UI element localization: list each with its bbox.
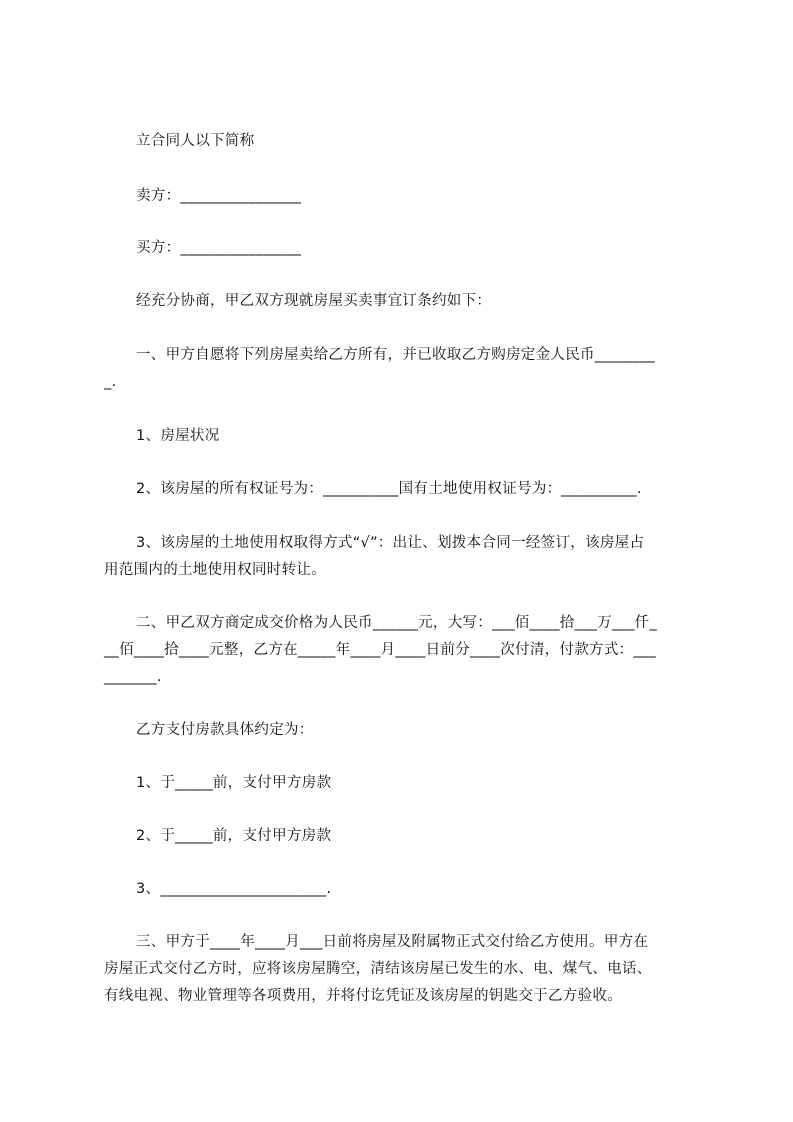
clause-1-line-2: _.: [104, 374, 117, 390]
certificate-line: 2、该房屋的所有权证号为：__________国有土地使用权证号为：__________.: [136, 481, 642, 497]
land-use-line-2: 用范围内的土地使用权同时转让。: [104, 562, 326, 578]
clause-3-line-2: 房屋正式交付乙方时，应将该房屋腾空，清结该房屋已发生的水、电、煤气、电话、: [104, 961, 652, 977]
payment-3-line: 3、______________________.: [136, 881, 332, 897]
intro-line: 立合同人以下简称: [136, 133, 255, 149]
land-use-line-1: 3、该房屋的土地使用权取得方式“√”：出让、划拨本合同一经签订，该房屋占: [136, 535, 645, 551]
payment-2-line: 2、于_____前，支付甲方房款: [136, 828, 332, 844]
clause-3-line-1: 三、甲方于____年____月___日前将房屋及附属物正式交付给乙方使用。甲方在: [136, 934, 649, 950]
clause-2-line-2: __佰____拾____元整，乙方在_____年____月____日前分____次付清，付款方式：___: [104, 642, 657, 658]
buyer-line: 买方：________________: [136, 240, 302, 256]
seller-line: 卖方：________________: [136, 188, 302, 204]
payment-1-line: 1、于_____前，支付甲方房款: [136, 775, 332, 791]
clause-3-line-3: 有线电视、物业管理等各项费用，并将付讫凭证及该房屋的钥匙交于乙方验收。: [104, 988, 622, 1004]
house-status-line: 1、房屋状况: [136, 428, 220, 444]
payment-terms-line: 乙方支付房款具体约定为：: [136, 722, 314, 738]
clause-2-line-3: _______.: [104, 669, 162, 685]
clause-2-line-1: 二、甲乙双方商定成交价格为人民币______元，大写：___佰____拾___万___仟_: [136, 615, 657, 631]
clause-1-line-1: 一、甲方自愿将下列房屋卖给乙方所有，并已收取乙方购房定金人民币________: [136, 347, 656, 363]
agreement-line: 经充分协商，甲乙双方现就房屋买卖事宜订条约如下：: [136, 293, 492, 309]
